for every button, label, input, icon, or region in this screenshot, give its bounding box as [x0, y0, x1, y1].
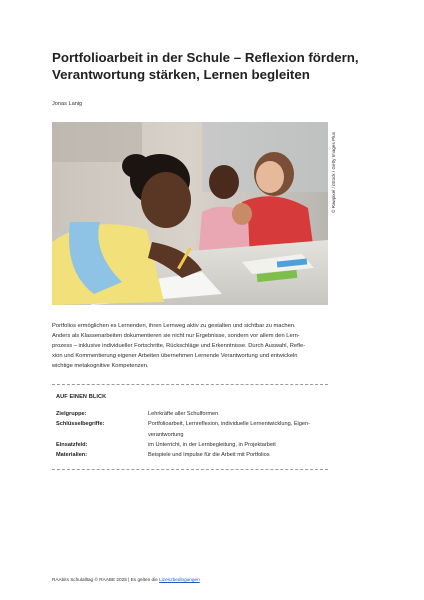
summary-value-line: Beispiele und Impulse für die Arbeit mit Portfolios — [148, 452, 270, 459]
summary-box-heading: AUF EINEN BLICK — [56, 394, 107, 400]
summary-value-line: verantwortung — [148, 431, 184, 438]
summary-value — [148, 409, 328, 419]
intro-line: xion und Kommentierung eigener Arbeiten übernehmen Lernende Verantwortung und entwickeln — [52, 353, 298, 360]
title-line-2: Verantwortung stärken, Lernen begleiten — [52, 67, 310, 82]
classroom-photo — [52, 122, 328, 305]
author-name: Jonas Lanig — [52, 101, 83, 107]
summary-value — [148, 419, 328, 440]
intro-line: wichtige metakognitive Kompetenzen. — [52, 363, 149, 370]
summary-label: Einsatzfeld: — [56, 441, 88, 448]
summary-value — [148, 450, 328, 460]
title-line-1: Portfolioarbeit in der Schule – Reflexion fördern, — [52, 50, 359, 65]
summary-box-bottom-rule — [52, 469, 328, 470]
intro-line: Portfolios ermöglichen es Lernenden, ihren Lernweg aktiv zu gestalten und sichtbar zu machen. — [52, 323, 296, 329]
intro-line: Anders als Klassenarbeiten dokumentieren sie nicht nur Ergebnisse, sondern vor allem den Lern- — [52, 333, 300, 340]
license-link[interactable]: Lizenzbedingungen — [159, 577, 200, 582]
summary-value — [148, 440, 328, 450]
intro-line: prozess – inklusive individueller Fortschritte, Rückschläge und Erkenntnisse. Durch Auswahl, Refle- — [52, 343, 306, 350]
summary-table — [56, 409, 328, 460]
footer-text: RAAbits Schulalltag © RAABE 2025 | Es gelten die — [52, 577, 160, 582]
document-title — [52, 49, 382, 83]
summary-value-line: Lehrkräfte aller Schulformen — [148, 411, 219, 417]
summary-row-einsatzfeld — [56, 440, 328, 450]
page-footer — [52, 577, 200, 582]
summary-value-line: im Unterricht, in der Lernbegleitung, in Projektarbeit — [148, 441, 276, 448]
summary-box-top-rule — [52, 384, 328, 385]
summary-row-zielgruppe — [56, 409, 328, 419]
summary-label: Schlüsselbegriffe: — [56, 421, 105, 428]
summary-row-materialien — [56, 450, 328, 460]
summary-row-schluesselbegriffe — [56, 419, 328, 440]
image-credit: © Rawpixel / iStock / Getty Images Plus — [331, 132, 336, 213]
summary-value-line: Portfolioarbeit, Lernreflexion, individuelle Lernentwicklung, Eigen- — [148, 421, 311, 428]
summary-label: Zielgruppe: — [56, 411, 87, 417]
intro-paragraph — [52, 321, 332, 371]
summary-label: Materialien: — [56, 452, 88, 459]
